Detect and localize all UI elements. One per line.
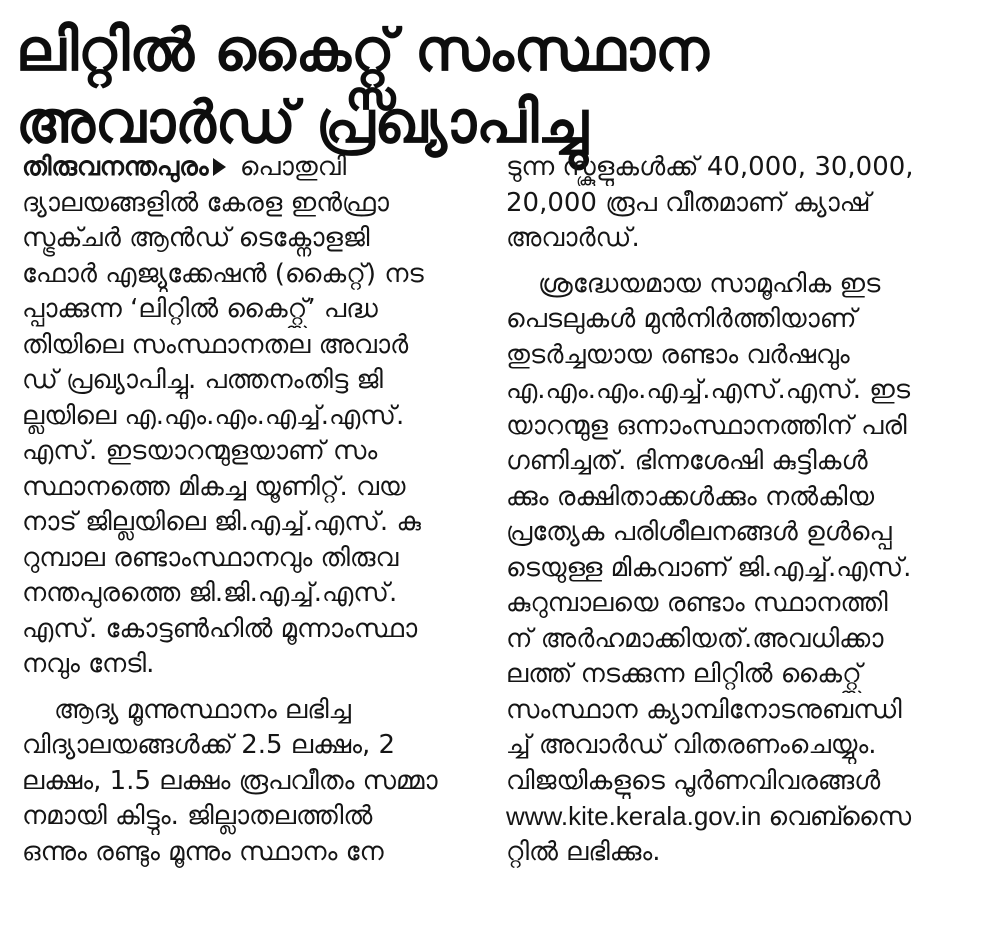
article-line: സംസ്ഥാന ക്യാമ്പിനോടനുബന്ധി: [506, 694, 902, 725]
article-line: കുറുമ്പാലയെ രണ്ടാം സ്ഥാനത്തി: [506, 588, 888, 618]
article-line: യാറന്മുള ഒന്നാംസ്ഥാനത്തിന് പരി: [506, 410, 907, 441]
paragraph-2: [22, 693, 474, 871]
headline: [16, 14, 966, 158]
article-line: പെടലുകൾ മുൻനിർത്തിയാണ്: [506, 304, 857, 334]
article-line: അവാർഡ്.: [506, 223, 640, 253]
article-line: ടുന്ന സ്കൂളുകൾക്ക് 40,000, 30,000,: [506, 152, 914, 182]
article-line: പ്പാക്കുന്ന ‘ലിറ്റിൽ കൈറ്റ്സ്’ പദ്ധ: [22, 294, 378, 324]
headline-line-2: അവാർഡ് പ്രഖ്യാപിച്ചു: [16, 88, 588, 156]
article-line: ശ്രദ്ധേയമായ സാമൂഹിക ഇട: [538, 268, 881, 299]
article-line: വിദ്യാലയങ്ങൾക്ക് 2.5 ലക്ഷം, 2: [22, 730, 396, 760]
article-line: നന്തപുരത്തെ ജി.ജി.എച്ച്.എസ്.: [22, 578, 398, 608]
article-line: ല്ലയിലെ എ.എം.എം.എച്ച്.എസ്.: [22, 400, 405, 431]
article-line: തിരുവനന്തപുരം പൊതുവി: [22, 152, 347, 182]
article-line: നാട് ജില്ലയിലെ ജി.എച്ച്.എസ്. കു: [22, 507, 421, 537]
article-line: ടെയുള്ള മികവാണ് ജി.എച്ച്.എസ്.: [506, 552, 912, 583]
article-line: എ.എം.എം.എച്ച്.എസ്.എസ്. ഇട: [506, 375, 911, 405]
article-line: റ്റിൽ ലഭിക്കും.: [506, 836, 661, 867]
article-line: പ്രത്യേക പരിശീലനങ്ങൾ ഉൾപ്പെ: [506, 517, 892, 547]
article-line: ആദ്യ മൂന്നുസ്ഥാനം ലഭിച്ച: [54, 694, 351, 725]
article-line: തിയിലെ സംസ്ഥാനതല അവാർ: [22, 329, 409, 360]
article-line: സ്ഥാനത്തെ മികച്ച യൂണിറ്റ്. വയ: [22, 471, 406, 502]
article-line: ലത്ത് നടക്കുന്ന ലിറ്റിൽ കൈറ്റ്സ്: [506, 659, 862, 689]
article-line: നമായി കിട്ടും. ജില്ലാതലത്തിൽ: [22, 801, 373, 831]
article-line: ദ്യാലയങ്ങളിൽ കേരള ഇൻഫ്രാ: [22, 187, 389, 218]
article-line: വിജയികളുടെ പൂർണവിവരങ്ങൾ: [506, 765, 881, 796]
paragraph-2-continued: [506, 150, 961, 257]
article-line: എസ്. കോട്ടൺഹിൽ മൂന്നാംസ്ഥാ: [22, 613, 418, 644]
article-line: ക്കും രക്ഷിതാക്കൾക്കും നൽകിയ: [506, 481, 875, 512]
article-line: ന് അർഹമാക്കിയത്.അവധിക്കാ: [506, 623, 884, 654]
article-line: ഗണിച്ചത്. ഭിന്നശേഷി കുട്ടികൾ: [506, 446, 868, 476]
article-line: 20,000 രൂപ വീതമാണ് ക്യാഷ്: [506, 187, 871, 218]
article-line: ഫോർ എജ്യുക്കേഷൻ (കൈറ്റ്) നട: [22, 258, 424, 289]
dateline: തിരുവനന്തപുരം: [22, 152, 209, 182]
article-column-left: [22, 150, 474, 870]
paragraph-1: [22, 150, 474, 683]
article-line: ഡ് പ്രഖ്യാപിച്ചു. പത്തനംതിട്ട ജി: [22, 365, 383, 395]
article-line: തുടർച്ചയായ രണ്ടാം വർഷവും: [506, 339, 850, 370]
article-line: നവും നേടി.: [22, 649, 155, 679]
article-line: ഒന്നും രണ്ടും മൂന്നും സ്ഥാനം നേ: [22, 836, 384, 867]
website-url-line: www.kite.kerala.gov.in വെബ്സൈ: [506, 801, 912, 831]
headline-line-1: ലിറ്റിൽ കൈറ്റ്സ് സംസ്ഥാന: [16, 16, 709, 84]
article-line: ച്ച് അവാർഡ് വിതരണംചെയ്യും.: [506, 730, 877, 760]
article-line: സ്ട്രക്ചർ ആൻഡ് ടെക്നോളജി: [22, 223, 370, 253]
article-line: ലക്ഷം, 1.5 ലക്ഷം രൂപവീതം സമ്മാ: [22, 765, 438, 796]
article-column-right: [506, 150, 961, 870]
article-line: റുമ്പാല രണ്ടാംസ്ഥാനവും തിരുവ: [22, 542, 399, 573]
article-line: എസ്. ഇടയാറന്മുളയാണ് സം: [22, 436, 378, 466]
paragraph-3: [506, 267, 961, 871]
dateline-arrow-icon: [213, 158, 226, 176]
